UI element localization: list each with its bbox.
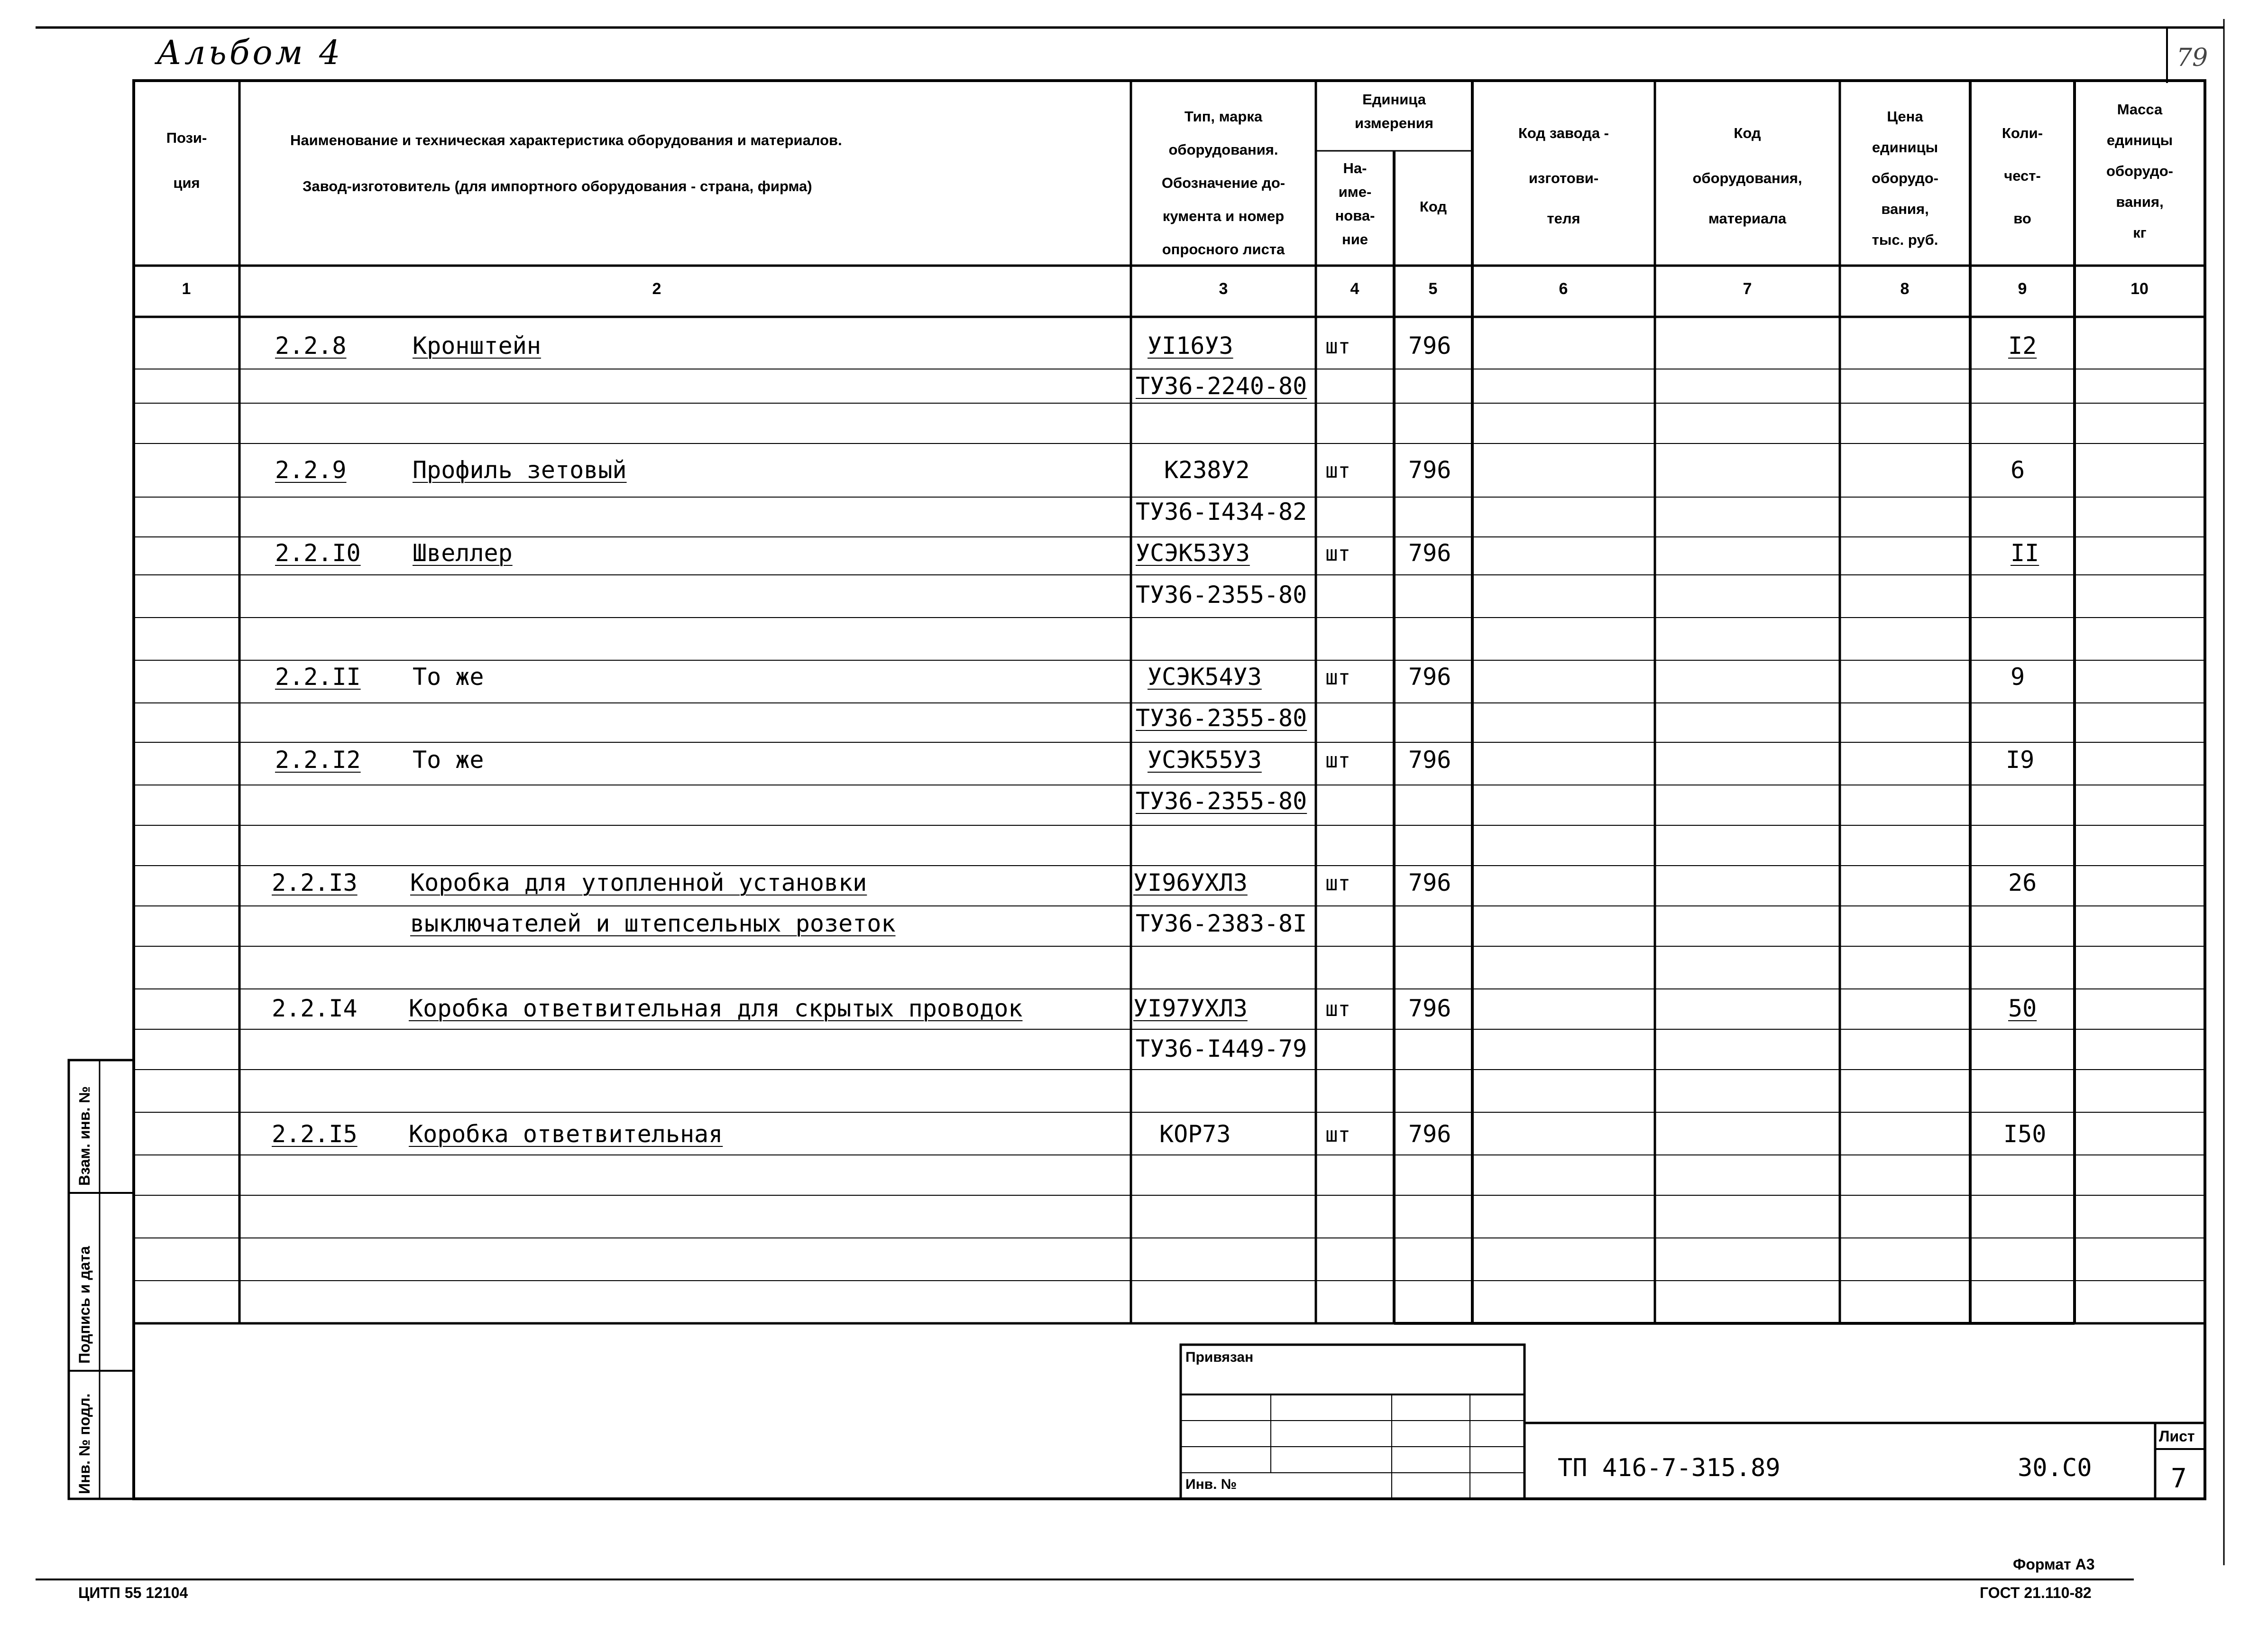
document-code: ТП 416-7-315.89: [1558, 1454, 1781, 1482]
row-name: Профиль зетовый: [413, 456, 627, 484]
row-name: Швеллер: [413, 539, 513, 567]
row-unit: шт: [1325, 665, 1350, 690]
privyazan-label: Привязан: [1185, 1349, 1254, 1365]
row-quantity: I9: [2006, 746, 2035, 774]
row-type: УI96УХЛ3: [1133, 869, 1248, 896]
row-unit-code: 796: [1408, 746, 1451, 774]
row-quantity: I2: [2008, 332, 2037, 360]
row-doc: ТУ36-2240-80: [1136, 372, 1307, 400]
row-quantity: I50: [2003, 1120, 2047, 1148]
row-doc: ТУ36-2355-80: [1136, 704, 1307, 732]
row-name: То же: [413, 746, 484, 774]
sheet-number: 7: [2171, 1463, 2187, 1494]
row-doc: ТУ36-I434-82: [1136, 498, 1307, 526]
row-quantity: 9: [2011, 663, 2025, 691]
citp-label: ЦИТП 55 12104: [78, 1584, 188, 1601]
row-name: Коробка ответвительная для скрытых проводок: [409, 995, 1023, 1022]
row-quantity: II: [2011, 539, 2039, 567]
row-position: 2.2.I3: [272, 869, 358, 896]
row-quantity: 6: [2011, 456, 2025, 484]
row-quantity: 26: [2008, 869, 2037, 896]
row-name-continued: выключателей и штепсельных розеток: [410, 910, 896, 937]
row-type: УI16У3: [1148, 332, 1233, 360]
row-position: 2.2.I4: [272, 995, 358, 1022]
side-stamp-signature-date: Подпись и дата: [76, 1246, 93, 1364]
row-unit: шт: [1325, 871, 1350, 896]
sheet-label: Лист: [2159, 1428, 2195, 1445]
row-unit-code: 796: [1408, 332, 1451, 360]
row-position: 2.2.9: [275, 456, 347, 484]
row-name: То же: [413, 663, 484, 691]
row-unit-code: 796: [1408, 456, 1451, 484]
row-name: Коробка для утопленной установки: [410, 869, 867, 896]
row-type: УСЭК53У3: [1136, 539, 1250, 567]
row-type: КОР73: [1159, 1120, 1231, 1148]
row-unit: шт: [1325, 542, 1350, 566]
row-name: Коробка ответвительная: [409, 1120, 723, 1148]
row-doc: ТУ36-I449-79: [1136, 1035, 1307, 1062]
row-unit-code: 796: [1408, 539, 1451, 567]
row-type: К238У2: [1164, 456, 1250, 484]
page-corner-number: 79: [2176, 44, 2208, 72]
sheet-code: 30.С0: [2018, 1454, 2092, 1482]
row-position: 2.2.8: [275, 332, 347, 360]
gost-label: ГОСТ 21.110-82: [1980, 1584, 2092, 1601]
header-unit-code: Код: [1419, 198, 1447, 215]
row-quantity: 50: [2008, 995, 2037, 1022]
row-type: УI97УХЛ3: [1133, 995, 1248, 1022]
row-unit-code: 796: [1408, 1120, 1451, 1148]
inv-no-label: Инв. №: [1185, 1477, 1237, 1492]
row-name: Кронштейн: [413, 332, 541, 360]
row-unit-code: 796: [1408, 869, 1451, 896]
row-unit: шт: [1325, 334, 1350, 359]
row-position: 2.2.II: [275, 663, 361, 691]
format-label: Формат А3: [2013, 1556, 2095, 1573]
row-doc: ТУ36-2383-8I: [1136, 910, 1307, 937]
row-unit: шт: [1325, 997, 1350, 1021]
row-unit: шт: [1325, 748, 1350, 773]
row-position: 2.2.I5: [272, 1120, 358, 1148]
row-position: 2.2.I2: [275, 746, 361, 774]
row-doc: ТУ36-2355-80: [1136, 787, 1307, 815]
side-stamp-inv-podl: Инв. № подл.: [76, 1393, 93, 1494]
album-label: Альбом 4: [156, 33, 343, 72]
row-type: УСЭК54У3: [1148, 663, 1262, 691]
row-type: УСЭК55У3: [1148, 746, 1262, 774]
row-doc: ТУ36-2355-80: [1136, 581, 1307, 609]
row-unit: шт: [1325, 459, 1350, 483]
row-unit: шт: [1325, 1123, 1350, 1147]
row-unit-code: 796: [1408, 663, 1451, 691]
side-stamp-vzam-inv: Взам. инв. №: [76, 1086, 93, 1186]
row-position: 2.2.I0: [275, 539, 361, 567]
row-unit-code: 796: [1408, 995, 1451, 1022]
